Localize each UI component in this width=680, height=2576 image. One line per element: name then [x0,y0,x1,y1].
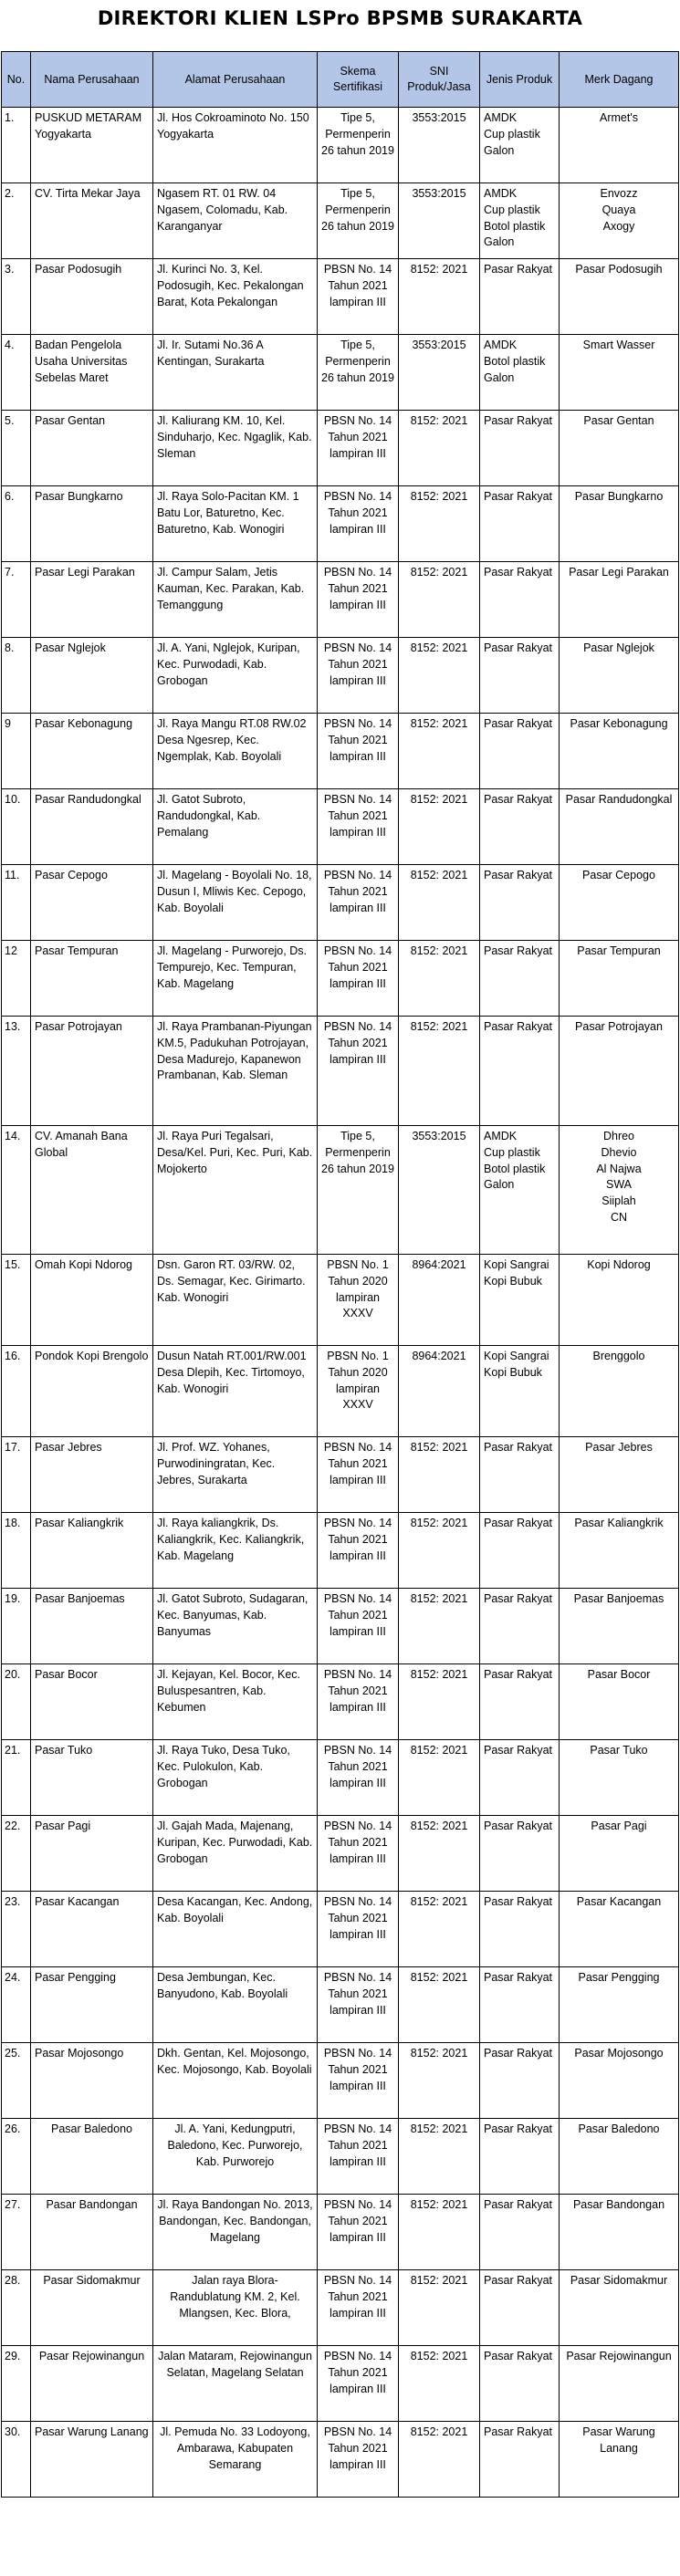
cell-company-name: Badan Pengelola Usaha Universitas Sebelas Maret [31,335,153,411]
table-body [2,108,679,2498]
cell-company-name: Pasar Rejowinangun [31,2346,153,2422]
table-row [2,1892,679,1967]
cell-brand: Pasar Kebonagung [560,714,679,789]
cell-no: 19. [2,1589,31,1664]
cell-brand: Pasar Sidomakmur [560,2270,679,2346]
cell-brand: Pasar Bocor [560,1664,679,1740]
cell-certification-scheme: PBSN No. 14 Tahun 2021 lampiran III [318,1017,399,1126]
cell-sni-product: 8152: 2021 [399,2043,480,2119]
cell-brand: Smart Wasser [560,335,679,411]
cell-no: 4. [2,335,31,411]
cell-sni-product: 8152: 2021 [399,865,480,941]
cell-brand: Pasar Potrojayan [560,1017,679,1126]
cell-certification-scheme: PBSN No. 14 Tahun 2021 lampiran III [318,411,399,486]
cell-brand: Pasar Mojosongo [560,2043,679,2119]
cell-certification-scheme: PBSN No. 14 Tahun 2021 lampiran III [318,638,399,714]
cell-no: 16. [2,1346,31,1437]
cell-brand: Pasar Bandongan [560,2195,679,2270]
cell-product-type: Pasar Rakyat [480,1892,560,1967]
table-row [2,1816,679,1892]
cell-no: 2. [2,183,31,259]
cell-no: 5. [2,411,31,486]
cell-no: 25. [2,2043,31,2119]
cell-company-address: Jl. Kaliurang KM. 10, Kel. Sinduharjo, Kec. Ngaglik, Kab. Sleman [153,411,318,486]
cell-company-address: Jl. Ir. Sutami No.36 A Kentingan, Surakarta [153,335,318,411]
table-row [2,1589,679,1664]
cell-product-type: Pasar Rakyat [480,638,560,714]
cell-no: 12 [2,941,31,1017]
cell-no: 6. [2,486,31,562]
cell-no: 30. [2,2422,31,2498]
cell-company-address: Jl. Raya Puri Tegalsari, Desa/Kel. Puri, Kec. Puri, Kab. Mojokerto [153,1126,318,1255]
table-row [2,1740,679,1816]
cell-certification-scheme: PBSN No. 14 Tahun 2021 lampiran III [318,2346,399,2422]
cell-company-address: Desa Jembungan, Kec. Banyudono, Kab. Boyolali [153,1967,318,2043]
cell-sni-product: 8152: 2021 [399,2195,480,2270]
table-row [2,2346,679,2422]
cell-company-name: Pasar Cepogo [31,865,153,941]
cell-company-name: PUSKUD METARAM Yogyakarta [31,108,153,183]
table-row [2,1513,679,1589]
table-row [2,941,679,1017]
cell-product-type: Pasar Rakyat [480,486,560,562]
table-row [2,1126,679,1255]
cell-brand: Kopi Ndorog [560,1255,679,1346]
cell-brand: Pasar Baledono [560,2119,679,2195]
cell-brand: Pasar Tempuran [560,941,679,1017]
table-row [2,1346,679,1437]
header-product-type: Jenis Produk [480,52,560,108]
cell-product-type: Pasar Rakyat [480,1513,560,1589]
cell-company-name: Omah Kopi Ndorog [31,1255,153,1346]
table-row [2,335,679,411]
cell-product-type: Pasar Rakyat [480,2119,560,2195]
table-row [2,1664,679,1740]
table-header-row [2,52,679,108]
header-company-address: Alamat Perusahaan [153,52,318,108]
cell-sni-product: 8152: 2021 [399,2119,480,2195]
cell-no: 21. [2,1740,31,1816]
cell-company-address: Jl. Raya Bandongan No. 2013, Bandongan, Kec. Bandongan, Magelang [153,2195,318,2270]
cell-company-name: Pasar Tuko [31,1740,153,1816]
cell-sni-product: 8152: 2021 [399,1816,480,1892]
cell-company-name: Pasar Tempuran [31,941,153,1017]
cell-product-type: Pasar Rakyat [480,259,560,335]
cell-certification-scheme: PBSN No. 14 Tahun 2021 lampiran III [318,865,399,941]
cell-certification-scheme: PBSN No. 1 Tahun 2020 lampiran XXXV [318,1255,399,1346]
cell-certification-scheme: PBSN No. 14 Tahun 2021 lampiran III [318,1589,399,1664]
cell-brand: Armet's [560,108,679,183]
cell-sni-product: 3553:2015 [399,108,480,183]
cell-company-address: Jl. Kejayan, Kel. Bocor, Kec. Buluspesantren, Kab. Kebumen [153,1664,318,1740]
cell-certification-scheme: PBSN No. 14 Tahun 2021 lampiran III [318,1967,399,2043]
cell-sni-product: 8152: 2021 [399,789,480,865]
cell-company-name: Pasar Kacangan [31,1892,153,1967]
cell-brand: Pasar Warung Lanang [560,2422,679,2498]
cell-certification-scheme: PBSN No. 14 Tahun 2021 lampiran III [318,2195,399,2270]
table-row [2,2422,679,2498]
cell-sni-product: 8152: 2021 [399,1740,480,1816]
cell-certification-scheme: PBSN No. 14 Tahun 2021 lampiran III [318,941,399,1017]
cell-brand: Pasar Podosugih [560,259,679,335]
page-title: DIREKTORI KLIEN LSPro BPSMB SURAKARTA [97,7,583,29]
table-row [2,486,679,562]
cell-brand: Pasar Bungkarno [560,486,679,562]
cell-no: 20. [2,1664,31,1740]
cell-no: 24. [2,1967,31,2043]
cell-certification-scheme: Tipe 5, Permenperin 26 tahun 2019 [318,335,399,411]
cell-product-type: Pasar Rakyat [480,941,560,1017]
cell-product-type: AMDK Cup plastik Galon [480,108,560,183]
cell-product-type: Pasar Rakyat [480,1740,560,1816]
cell-company-address: Jl. Kurinci No. 3, Kel. Podosugih, Kec. Pekalongan Barat, Kota Pekalongan [153,259,318,335]
cell-product-type: Pasar Rakyat [480,1589,560,1664]
cell-certification-scheme: PBSN No. 14 Tahun 2021 lampiran III [318,2043,399,2119]
cell-company-address: Jl. Raya Prambanan-Piyungan KM.5, Padukuhan Potrojayan, Desa Madurejo, Kapanewon Prambanan, Kab. Sleman [153,1017,318,1126]
cell-no: 22. [2,1816,31,1892]
cell-product-type: Pasar Rakyat [480,2195,560,2270]
cell-company-address: Jl. A. Yani, Kedungputri, Baledono, Kec. Purworejo, Kab. Purworejo [153,2119,318,2195]
cell-company-address: Jl. Gajah Mada, Majenang, Kuripan, Kec. Purwodadi, Kab. Grobogan [153,1816,318,1892]
table-row [2,2270,679,2346]
table-row [2,638,679,714]
cell-product-type: Pasar Rakyat [480,1967,560,2043]
cell-product-type: Pasar Rakyat [480,714,560,789]
cell-brand: Pasar Tuko [560,1740,679,1816]
cell-product-type: Pasar Rakyat [480,1664,560,1740]
cell-brand: Pasar Gentan [560,411,679,486]
cell-company-address: Jalan Mataram, Rejowinangun Selatan, Magelang Selatan [153,2346,318,2422]
cell-sni-product: 8152: 2021 [399,2270,480,2346]
cell-certification-scheme: PBSN No. 14 Tahun 2021 lampiran III [318,259,399,335]
cell-company-name: Pasar Pengging [31,1967,153,2043]
cell-certification-scheme: PBSN No. 14 Tahun 2021 lampiran III [318,1816,399,1892]
table-row [2,259,679,335]
cell-company-name: Pasar Podosugih [31,259,153,335]
cell-brand: Pasar Jebres [560,1437,679,1513]
cell-brand: Pasar Legi Parakan [560,562,679,638]
cell-no: 3. [2,259,31,335]
cell-brand: Pasar Pagi [560,1816,679,1892]
cell-company-address: Dkh. Gentan, Kel. Mojosongo, Kec. Mojosongo, Kab. Boyolali [153,2043,318,2119]
cell-sni-product: 8152: 2021 [399,1513,480,1589]
cell-sni-product: 8964:2021 [399,1255,480,1346]
cell-company-name: Pasar Kebonagung [31,714,153,789]
cell-company-name: CV. Amanah Bana Global [31,1126,153,1255]
cell-certification-scheme: PBSN No. 14 Tahun 2021 lampiran III [318,2119,399,2195]
cell-certification-scheme: PBSN No. 14 Tahun 2021 lampiran III [318,1437,399,1513]
cell-company-address: Jl. Magelang - Purworejo, Ds. Tempurejo, Kec. Tempuran, Kab. Magelang [153,941,318,1017]
cell-sni-product: 8152: 2021 [399,562,480,638]
cell-sni-product: 8152: 2021 [399,2422,480,2498]
cell-company-address: Jl. Pemuda No. 33 Lodoyong, Ambarawa, Kabupaten Semarang [153,2422,318,2498]
cell-no: 29. [2,2346,31,2422]
cell-certification-scheme: PBSN No. 14 Tahun 2021 lampiran III [318,789,399,865]
cell-no: 1. [2,108,31,183]
cell-product-type: Pasar Rakyat [480,562,560,638]
table-row [2,411,679,486]
cell-sni-product: 8152: 2021 [399,486,480,562]
cell-product-type: Pasar Rakyat [480,865,560,941]
cell-product-type: Pasar Rakyat [480,2346,560,2422]
cell-company-name: Pasar Bocor [31,1664,153,1740]
cell-no: 11. [2,865,31,941]
cell-product-type: Pasar Rakyat [480,411,560,486]
cell-company-address: Jl. Gatot Subroto, Sudagaran, Kec. Banyumas, Kab. Banyumas [153,1589,318,1664]
cell-sni-product: 8152: 2021 [399,411,480,486]
cell-product-type: AMDK Cup plastik Botol plastik Galon [480,183,560,259]
table-row [2,1255,679,1346]
cell-sni-product: 8152: 2021 [399,1589,480,1664]
cell-no: 27. [2,2195,31,2270]
cell-brand: Pasar Randudongkal [560,789,679,865]
cell-company-address: Jl. Raya kaliangkrik, Ds. Kaliangkrik, Kec. Kaliangkrik, Kab. Magelang [153,1513,318,1589]
cell-no: 14. [2,1126,31,1255]
cell-company-name: Pasar Kaliangkrik [31,1513,153,1589]
cell-company-address: Jl. Gatot Subroto, Randudongkal, Kab. Pemalang [153,789,318,865]
cell-no: 28. [2,2270,31,2346]
cell-certification-scheme: PBSN No. 14 Tahun 2021 lampiran III [318,486,399,562]
cell-company-name: Pasar Pagi [31,1816,153,1892]
cell-company-address: Jalan raya Blora-Randublatung KM. 2, Kel. Mlangsen, Kec. Blora, [153,2270,318,2346]
cell-sni-product: 8964:2021 [399,1346,480,1437]
cell-certification-scheme: PBSN No. 14 Tahun 2021 lampiran III [318,1664,399,1740]
table-row [2,1437,679,1513]
cell-brand: Brenggolo [560,1346,679,1437]
table-row [2,1967,679,2043]
cell-company-name: Pasar Jebres [31,1437,153,1513]
cell-no: 18. [2,1513,31,1589]
cell-product-type: Pasar Rakyat [480,2043,560,2119]
cell-no: 9 [2,714,31,789]
cell-no: 10. [2,789,31,865]
cell-certification-scheme: PBSN No. 14 Tahun 2021 lampiran III [318,1513,399,1589]
cell-brand: Dhreo Dhevio Al Najwa SWA Siiplah CN [560,1126,679,1255]
cell-sni-product: 8152: 2021 [399,714,480,789]
cell-company-name: Pasar Warung Lanang [31,2422,153,2498]
cell-certification-scheme: PBSN No. 14 Tahun 2021 lampiran III [318,1740,399,1816]
cell-product-type: Pasar Rakyat [480,789,560,865]
cell-product-type: Kopi Sangrai Kopi Bubuk [480,1346,560,1437]
cell-company-address: Dsn. Garon RT. 03/RW. 02, Ds. Semagar, Kec. Girimarto. Kab. Wonogiri [153,1255,318,1346]
cell-product-type: Kopi Sangrai Kopi Bubuk [480,1255,560,1346]
cell-sni-product: 8152: 2021 [399,259,480,335]
table-row [2,1017,679,1126]
cell-no: 15. [2,1255,31,1346]
table-row [2,183,679,259]
table-row [2,108,679,183]
cell-company-address: Jl. Raya Tuko, Desa Tuko, Kec. Pulokulon, Kab. Grobogan [153,1740,318,1816]
cell-company-address: Jl. Magelang - Boyolali No. 18, Dusun I, Mliwis Kec. Cepogo, Kab. Boyolali [153,865,318,941]
header-sni-product: SNI Produk/Jasa [399,52,480,108]
cell-sni-product: 3553:2015 [399,183,480,259]
header-certification-scheme: Skema Sertifikasi [318,52,399,108]
cell-company-address: Jl. Raya Solo-Pacitan KM. 1 Batu Lor, Baturetno, Kec. Baturetno, Kab. Wonogiri [153,486,318,562]
cell-brand: Envozz Quaya Axogy [560,183,679,259]
cell-company-address: Ngasem RT. 01 RW. 04 Ngasem, Colomadu, Kab. Karanganyar [153,183,318,259]
cell-product-type: AMDK Botol plastik Galon [480,335,560,411]
cell-company-address: Jl. Campur Salam, Jetis Kauman, Kec. Parakan, Kab. Temanggung [153,562,318,638]
cell-product-type: Pasar Rakyat [480,2270,560,2346]
cell-product-type: Pasar Rakyat [480,1437,560,1513]
cell-sni-product: 8152: 2021 [399,1892,480,1967]
cell-no: 8. [2,638,31,714]
cell-company-name: CV. Tirta Mekar Jaya [31,183,153,259]
cell-company-name: Pasar Potrojayan [31,1017,153,1126]
cell-certification-scheme: PBSN No. 14 Tahun 2021 lampiran III [318,2422,399,2498]
cell-sni-product: 8152: 2021 [399,941,480,1017]
cell-certification-scheme: PBSN No. 14 Tahun 2021 lampiran III [318,714,399,789]
cell-company-name: Pasar Banjoemas [31,1589,153,1664]
header-company-name: Nama Perusahaan [31,52,153,108]
cell-sni-product: 8152: 2021 [399,1437,480,1513]
cell-company-address: Jl. Prof. WZ. Yohanes, Purwodiningratan, Kec. Jebres, Surakarta [153,1437,318,1513]
cell-company-name: Pasar Sidomakmur [31,2270,153,2346]
cell-certification-scheme: PBSN No. 14 Tahun 2021 lampiran III [318,562,399,638]
cell-certification-scheme: Tipe 5, Permenperin 26 tahun 2019 [318,1126,399,1255]
header-brand: Merk Dagang [560,52,679,108]
cell-brand: Pasar Pengging [560,1967,679,2043]
cell-brand: Pasar Banjoemas [560,1589,679,1664]
table-row [2,714,679,789]
cell-company-name: Pasar Legi Parakan [31,562,153,638]
cell-product-type: AMDK Cup plastik Botol plastik Galon [480,1126,560,1255]
cell-company-name: Pondok Kopi Brengolo [31,1346,153,1437]
cell-certification-scheme: PBSN No. 14 Tahun 2021 lampiran III [318,1892,399,1967]
client-directory-table [1,51,679,2498]
cell-no: 7. [2,562,31,638]
cell-no: 13. [2,1017,31,1126]
cell-company-name: Pasar Nglejok [31,638,153,714]
cell-company-name: Pasar Bandongan [31,2195,153,2270]
cell-sni-product: 8152: 2021 [399,1967,480,2043]
cell-product-type: Pasar Rakyat [480,1816,560,1892]
cell-certification-scheme: Tipe 5, Permenperin 26 tahun 2019 [318,108,399,183]
cell-company-name: Pasar Gentan [31,411,153,486]
cell-no: 17. [2,1437,31,1513]
cell-product-type: Pasar Rakyat [480,1017,560,1126]
cell-company-name: Pasar Mojosongo [31,2043,153,2119]
cell-company-name: Pasar Baledono [31,2119,153,2195]
table-row [2,562,679,638]
cell-brand: Pasar Kacangan [560,1892,679,1967]
cell-no: 23. [2,1892,31,1967]
table-row [2,865,679,941]
table-row [2,2043,679,2119]
cell-sni-product: 3553:2015 [399,335,480,411]
cell-product-type: Pasar Rakyat [480,2422,560,2498]
cell-sni-product: 8152: 2021 [399,1664,480,1740]
cell-certification-scheme: PBSN No. 1 Tahun 2020 lampiran XXXV [318,1346,399,1437]
cell-brand: Pasar Cepogo [560,865,679,941]
table-row [2,2119,679,2195]
cell-certification-scheme: PBSN No. 14 Tahun 2021 lampiran III [318,2270,399,2346]
cell-sni-product: 3553:2015 [399,1126,480,1255]
cell-company-address: Jl. Hos Cokroaminoto No. 150 Yogyakarta [153,108,318,183]
cell-sni-product: 8152: 2021 [399,1017,480,1126]
cell-company-address: Jl. Raya Mangu RT.08 RW.02 Desa Ngesrep, Kec. Ngemplak, Kab. Boyolali [153,714,318,789]
cell-certification-scheme: Tipe 5, Permenperin 26 tahun 2019 [318,183,399,259]
cell-brand: Pasar Kaliangkrik [560,1513,679,1589]
table-row [2,789,679,865]
cell-company-address: Jl. A. Yani, Nglejok, Kuripan, Kec. Purwodadi, Kab. Grobogan [153,638,318,714]
table-row [2,2195,679,2270]
cell-company-address: Dusun Natah RT.001/RW.001 Desa Dlepih, Kec. Tirtomoyo, Kab. Wonogiri [153,1346,318,1437]
cell-brand: Pasar Rejowinangun [560,2346,679,2422]
cell-no: 26. [2,2119,31,2195]
cell-sni-product: 8152: 2021 [399,638,480,714]
cell-sni-product: 8152: 2021 [399,2346,480,2422]
cell-company-address: Desa Kacangan, Kec. Andong, Kab. Boyolali [153,1892,318,1967]
cell-company-name: Pasar Randudongkal [31,789,153,865]
cell-company-name: Pasar Bungkarno [31,486,153,562]
cell-brand: Pasar Nglejok [560,638,679,714]
header-no: No. [2,52,31,108]
